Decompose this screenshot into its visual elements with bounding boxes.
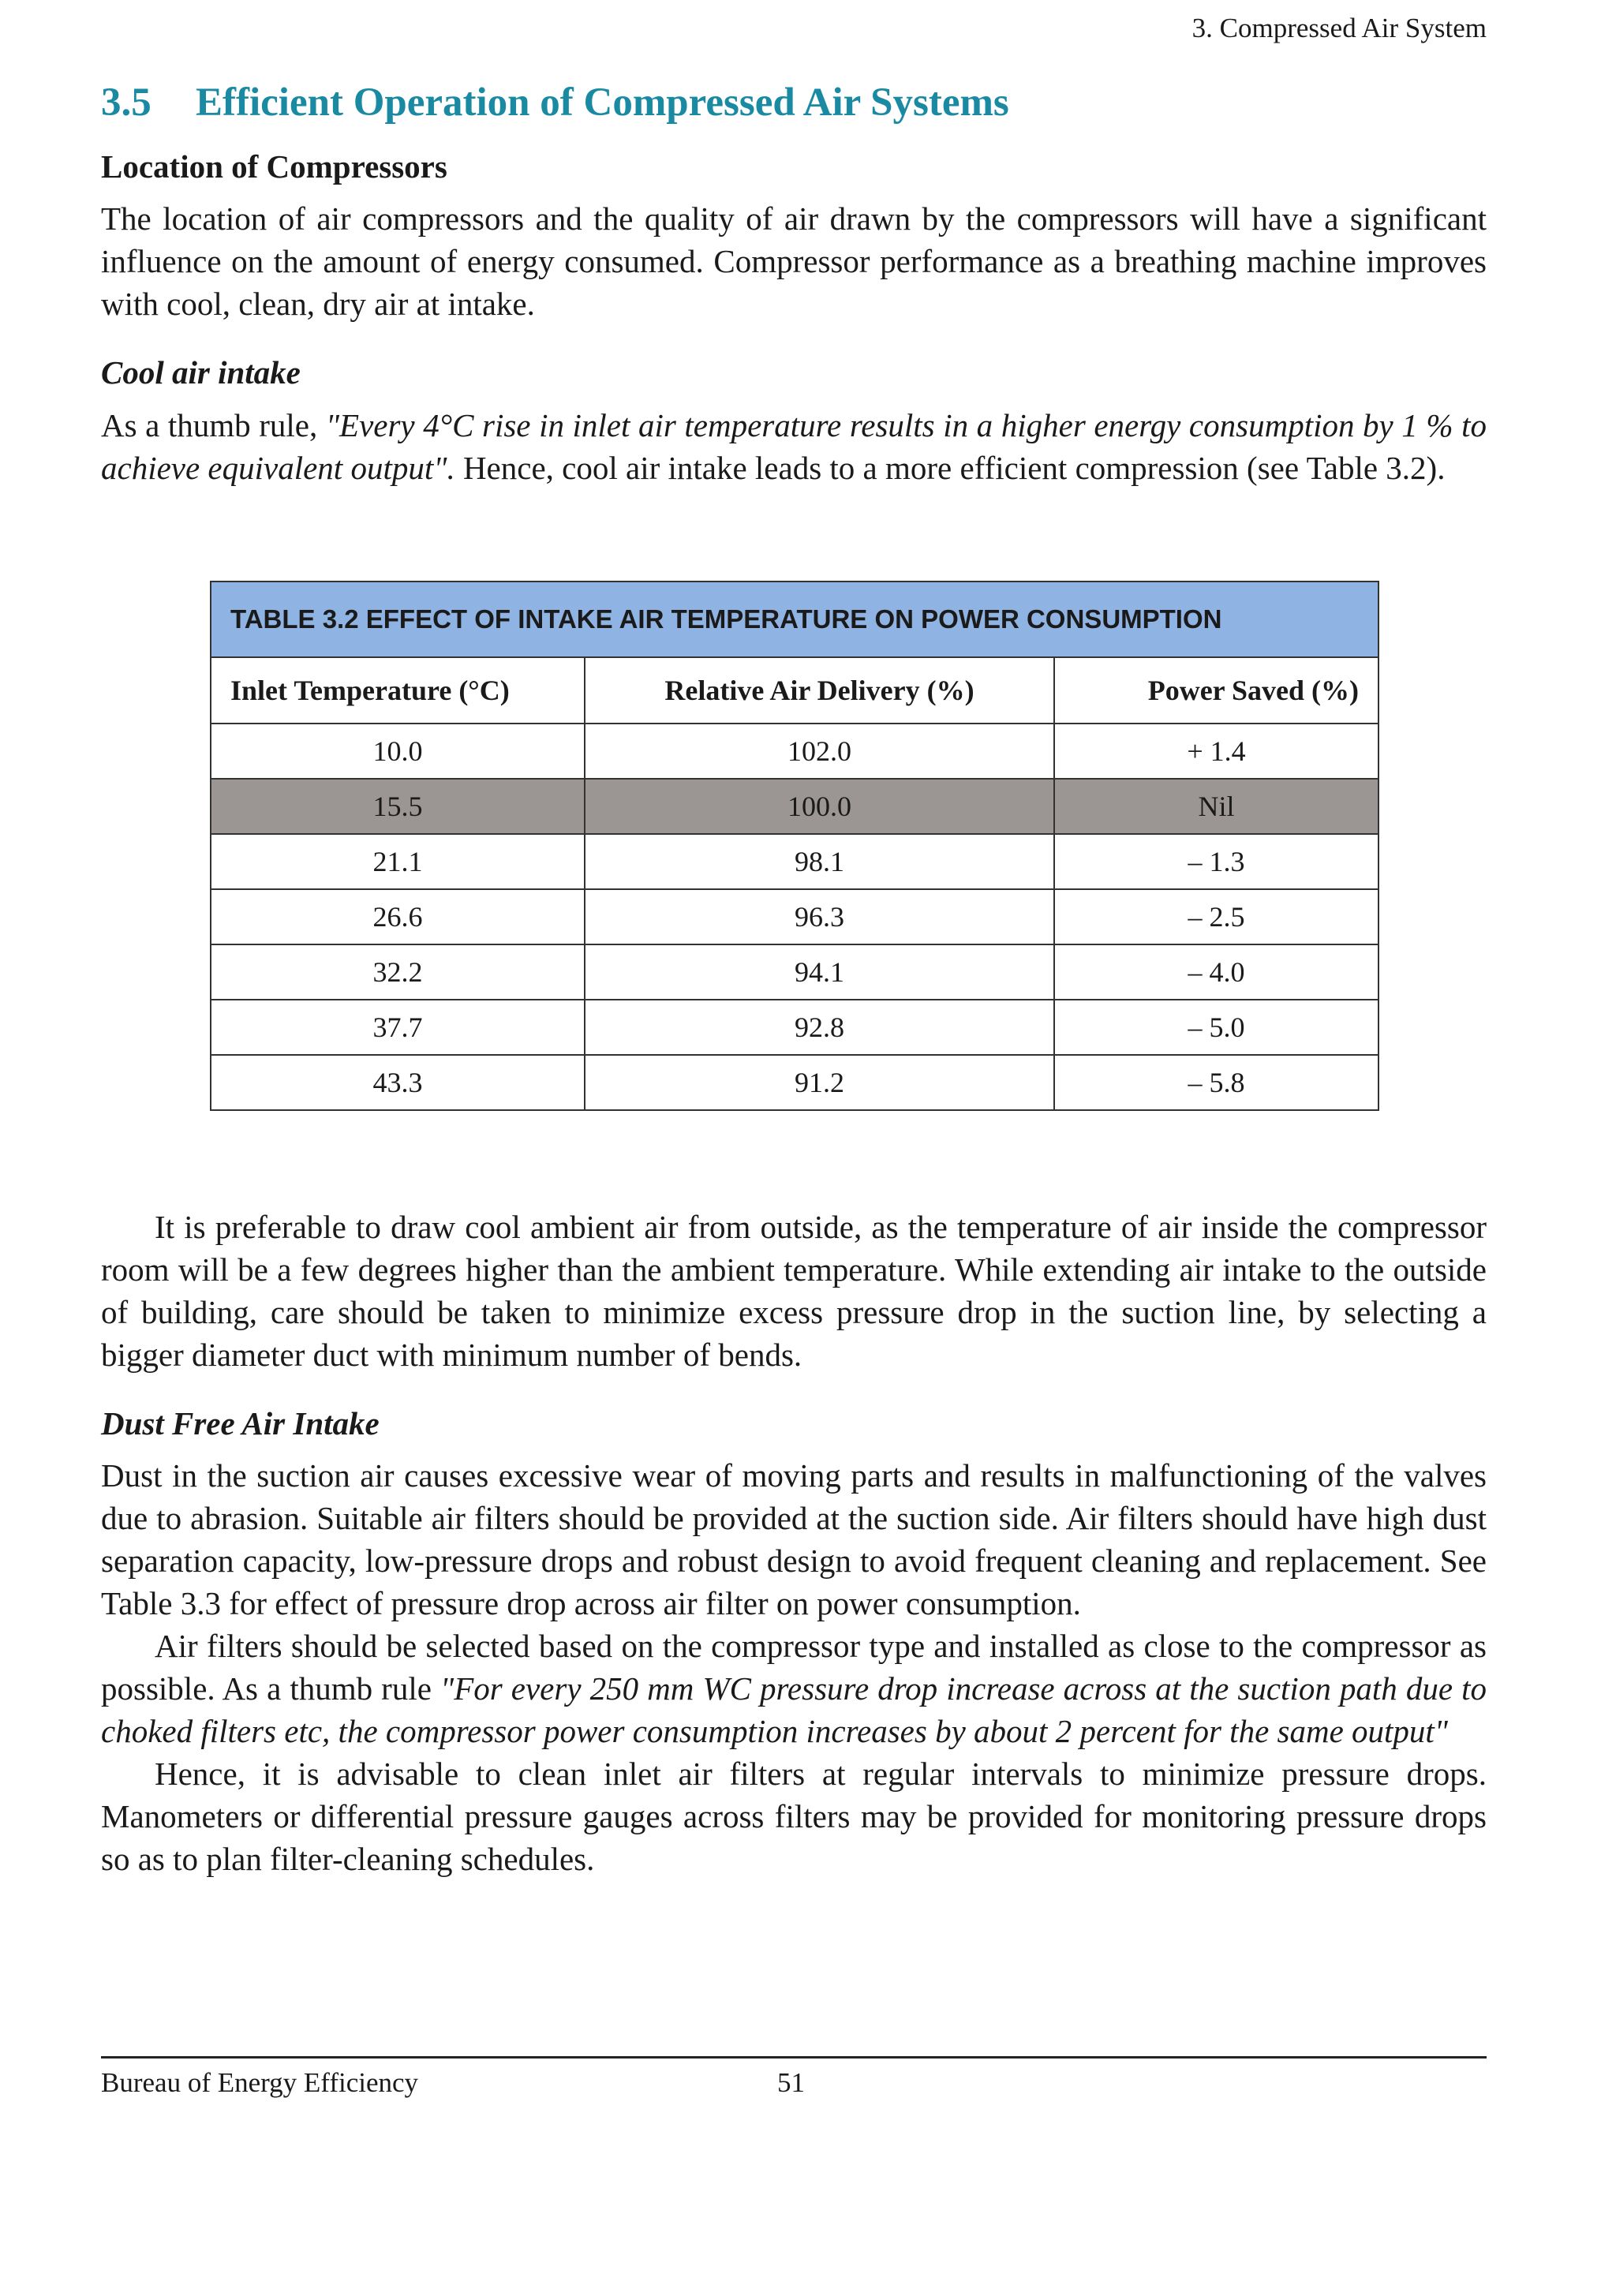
cool-air-lead: As a thumb rule, — [101, 406, 326, 443]
table-header-row — [211, 657, 1378, 724]
cool-air-quote: "Every 4°C rise in inlet air temperature results in a higher energy consumption by 1 % to achieve equivalent output". — [101, 406, 1487, 486]
page-number: 51 — [777, 2067, 805, 2098]
cool-air-heading: Cool air intake — [101, 354, 301, 391]
table-row — [211, 834, 1378, 889]
table-cell: 32.2 — [211, 944, 585, 1000]
dust-heading: Dust Free Air Intake — [101, 1404, 380, 1442]
table-cell: 102.0 — [585, 724, 1054, 779]
table-row — [211, 1055, 1378, 1110]
table-cell: 10.0 — [211, 724, 585, 779]
location-heading: Location of Compressors — [101, 148, 447, 185]
column-header: Relative Air Delivery (%) — [585, 657, 1054, 724]
table-cell: 96.3 — [585, 889, 1054, 944]
table-cell: – 4.0 — [1054, 944, 1378, 1000]
table-cell: + 1.4 — [1054, 724, 1378, 779]
table-caption — [211, 581, 1378, 657]
table-row-highlighted — [211, 779, 1378, 834]
section-title — [101, 79, 1487, 127]
column-header: Power Saved (%) — [1054, 657, 1378, 724]
cleaning-paragraph: Hence, it is advisable to clean inlet air filters at regular intervals to minimize pressure drops. Manometers or differential pressure gauges across filters may be provided for monitoring pressure drops so as to plan filter-cleaning schedules. — [101, 1755, 1487, 1877]
dust-paragraph: Dust in the suction air causes excessive wear of moving parts and results in malfunctioning of the valves due to abrasion. Suitable air filters should be provided at the suction side. Air filters should have high dust separation capacity, low-pressure drops and robust design to avoid frequent cleaning and replacement. See Table 3.3 for effect of pressure drop across air filter on power consumption. — [101, 1457, 1487, 1621]
table-cell: 21.1 — [211, 834, 585, 889]
section-title-text: Efficient Operation of Compressed Air Systems — [196, 80, 1009, 125]
table-cell: 37.7 — [211, 1000, 585, 1055]
running-header: 3. Compressed Air System — [1191, 13, 1487, 43]
table-cell: 43.3 — [211, 1055, 585, 1110]
table-cell: 15.5 — [211, 779, 585, 834]
outside-air-paragraph: It is preferable to draw cool ambient air from outside, as the temperature of air inside the compressor room will be a few degrees higher than the ambient temperature. While extending air intake to the outside of building, care should be taken to minimize excess pressure drop in the suction line, by selecting a bigger diameter duct with minimum number of bends. — [101, 1208, 1487, 1373]
table-row — [211, 889, 1378, 944]
filter-lead: Air filters should be selected based on the compressor type and installed as close to the compressor as possible. As a thumb rule — [101, 1627, 1487, 1707]
page-content — [101, 79, 1487, 1880]
table-label: TABLE 3.2 — [230, 604, 359, 634]
filter-paragraph — [101, 1625, 1487, 1752]
table-cell: – 5.8 — [1054, 1055, 1378, 1110]
table-cell: 92.8 — [585, 1000, 1054, 1055]
table-row — [211, 1000, 1378, 1055]
column-header: Inlet Temperature (°C) — [211, 657, 585, 724]
table-cell: 98.1 — [585, 834, 1054, 889]
table-cell: Nil — [1054, 779, 1378, 834]
table-cell: 100.0 — [585, 779, 1054, 834]
table-cell: 26.6 — [211, 889, 585, 944]
location-paragraph: The location of air compressors and the quality of air drawn by the compressors will have a significant influence on the amount of energy consumed. Compressor performance as a breathing machine improves with cool, clean, dry air at intake. — [101, 200, 1487, 323]
table-cell: 94.1 — [585, 944, 1054, 1000]
section-number: 3.5 — [101, 80, 152, 125]
intake-temperature-table — [210, 581, 1379, 1111]
cool-air-paragraph — [101, 404, 1487, 489]
table-row — [211, 724, 1378, 779]
table-cell: – 5.0 — [1054, 1000, 1378, 1055]
footer-divider — [101, 2056, 1487, 2059]
table-cell: 91.2 — [585, 1055, 1054, 1110]
filter-quote: "For every 250 mm WC pressure drop increase across at the suction path due to choked filters etc, the compressor power consumption increases by about 2 percent for the same output" — [101, 1670, 1487, 1749]
table-cell: – 2.5 — [1054, 889, 1378, 944]
table-cell: – 1.3 — [1054, 834, 1378, 889]
cool-air-tail: Hence, cool air intake leads to a more efficient compression (see Table 3.2). — [454, 449, 1446, 486]
table-row — [211, 944, 1378, 1000]
table-title: EFFECT OF INTAKE AIR TEMPERATURE ON POWER CONSUMPTION — [365, 604, 1222, 634]
footer-publisher: Bureau of Energy Efficiency — [101, 2067, 419, 2098]
